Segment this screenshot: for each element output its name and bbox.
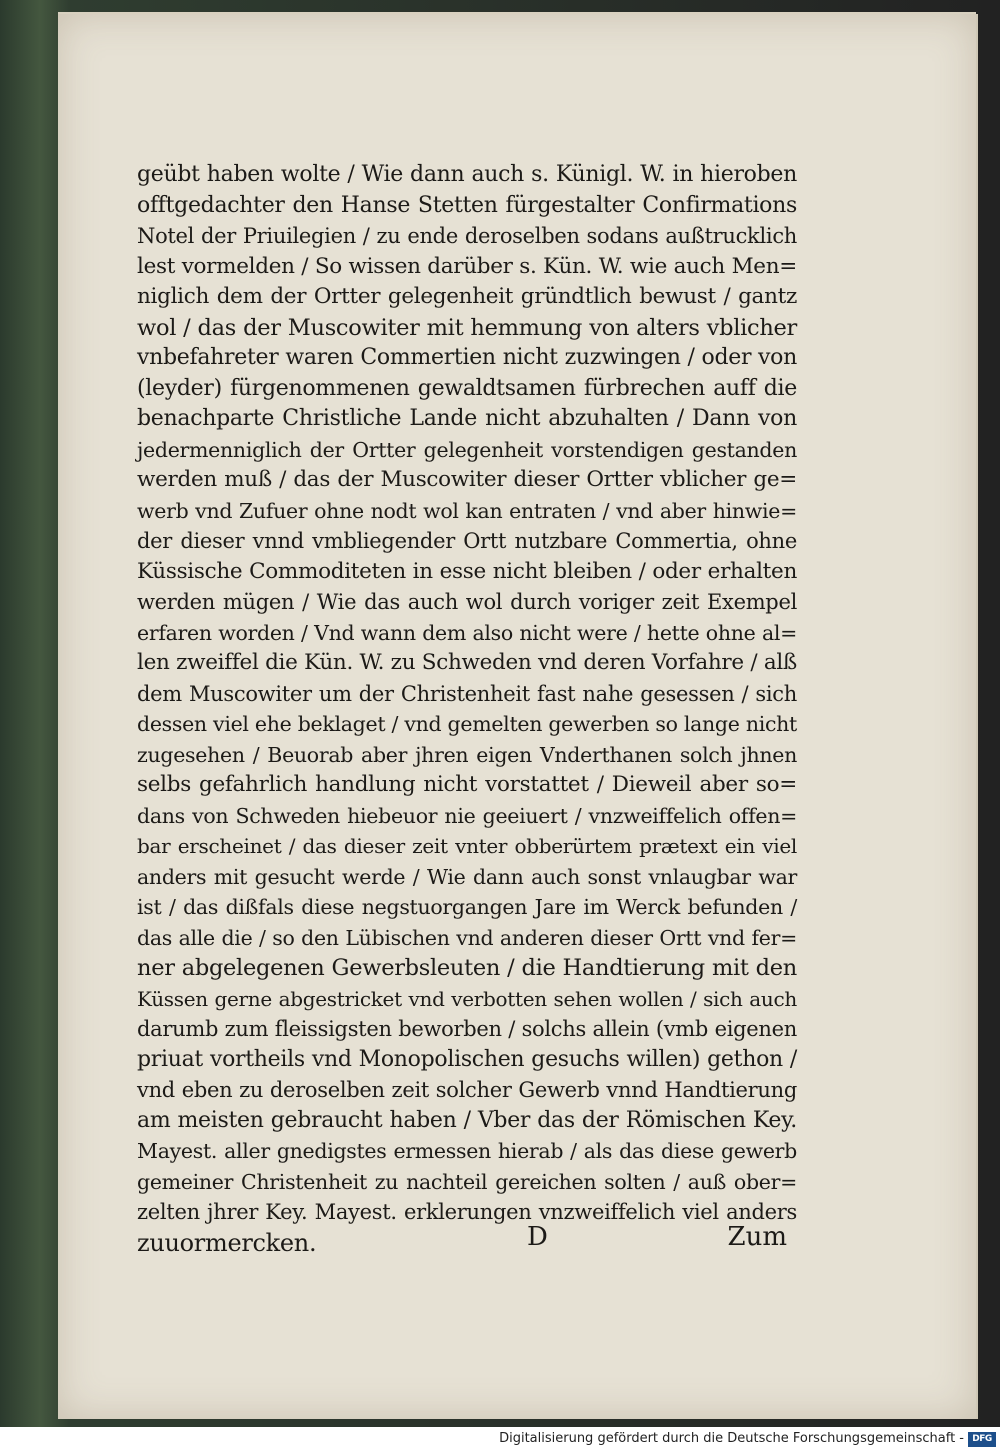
- text-line: werb vnd Zufuer ohne nodt wol kan entraten / vnd aber hinwie=: [137, 498, 797, 523]
- text-line: ist / das dißfals diese negstuorgangen Jare im Werck befunden /: [137, 895, 797, 919]
- text-line: am meisten gebraucht haben / Vber das der Römischen Key.: [137, 1107, 797, 1133]
- text-line: lest vormelden / So wissen darüber s. Kün. W. wie auch Men=: [137, 253, 797, 279]
- page-foot: [137, 1222, 797, 1262]
- text-line: Mayest. aller gnedigstes ermessen hierab / als das diese gewerb: [137, 1139, 797, 1163]
- text-line: len zweiffel die Kün. W. zu Schweden vnd deren Vorfahre / alß: [137, 650, 797, 675]
- text-line: ner abgelegenen Gewerbsleuten / die Handtierung mit den: [137, 955, 797, 981]
- text-line: darumb zum fleissigsten beworben / solchs allein (vmb eigenen: [137, 1017, 797, 1041]
- body-text: [137, 160, 797, 1258]
- text-line: jedermenniglich der Ortter gelegenheit vorstendigen gestanden: [137, 437, 797, 462]
- text-line: das alle die / so den Lübischen vnd anderen dieser Ortt vnd fer=: [137, 925, 797, 950]
- text-line: wol / das der Muscowiter mit hemmung von alters vblicher: [137, 314, 797, 341]
- signature-mark: D: [527, 1222, 548, 1252]
- text-line: Notel der Priuilegien / zu ende deroselben sodans außtrucklich: [137, 224, 797, 248]
- text-line: (leyder) fürgenommenen gewaldtsamen fürbrechen auff die: [137, 375, 797, 401]
- digitization-footer: [0, 1427, 1000, 1453]
- text-line: werden muß / das der Muscowiter dieser Ortter vblicher ge=: [137, 467, 797, 492]
- text-line: Küssische Commoditeten in esse nicht bleiben / oder erhalten: [137, 558, 797, 584]
- text-line: bar erscheinet / das dieser zeit vnter obberürtem prætext ein viel: [137, 834, 797, 858]
- text-line: gemeiner Christenheit zu nachteil gereichen solten / auß ober=: [137, 1169, 797, 1194]
- funding-notice: Digitalisierung gefördert durch die Deutsche Forschungsgemeinschaft -: [499, 1431, 964, 1446]
- text-line: offtgedachter den Hanse Stetten fürgestalter Confirmations: [137, 192, 797, 218]
- text-line: der dieser vnnd vmbliegender Ortt nutzbare Commertia, ohne: [137, 529, 797, 553]
- text-line: werden mügen / Wie das auch wol durch voriger zeit Exempel: [137, 590, 797, 614]
- text-line: zelten jhrer Key. Mayest. erklerungen vnzweiffelich viel anders: [137, 1200, 797, 1224]
- text-line: niglich dem der Ortter gelegenheit gründtlich bewust / gantz: [137, 284, 797, 309]
- text-line: benachparte Christliche Lande nicht abzuhalten / Dann von: [137, 406, 797, 431]
- text-line: vnd eben zu deroselben zeit solcher Gewerb vnnd Handtierung: [137, 1078, 797, 1102]
- text-line: geübt haben wolte / Wie dann auch s. Künigl. W. in hieroben: [137, 162, 797, 187]
- catchword: Zum: [727, 1222, 787, 1252]
- text-line: zugesehen / Beuorab aber jhren eigen Vnderthanen solch jhnen: [137, 742, 797, 767]
- text-line: vnbefahreter waren Commertien nicht zuzwingen / oder von: [137, 345, 797, 370]
- text-line: dessen viel ehe beklaget / vnd gemelten gewerben so lange nicht: [137, 712, 797, 736]
- dfg-logo-icon: DFG: [968, 1432, 996, 1447]
- text-line: dans von Schweden hiebeuor nie geeiuert / vnzweiffelich offen=: [137, 803, 797, 828]
- text-line: priuat vortheils vnd Monopolischen gesuchs willen) gethon /: [137, 1046, 797, 1072]
- text-line: selbs gefahrlich handlung nicht vorstattet / Dieweil aber so=: [137, 772, 797, 797]
- text-line: erfaren worden / Vnd wann dem also nicht were / hette ohne al=: [137, 620, 797, 645]
- text-line: Küssen gerne abgestricket vnd verbotten sehen wollen / sich auch: [137, 986, 797, 1011]
- text-line: dem Muscowiter um der Christenheit fast nahe gesessen / sich: [137, 681, 797, 706]
- text-line: zuuormercken.: [137, 1228, 317, 1257]
- text-line: anders mit gesucht werde / Wie dann auch sonst vnlaugbar war: [137, 864, 797, 889]
